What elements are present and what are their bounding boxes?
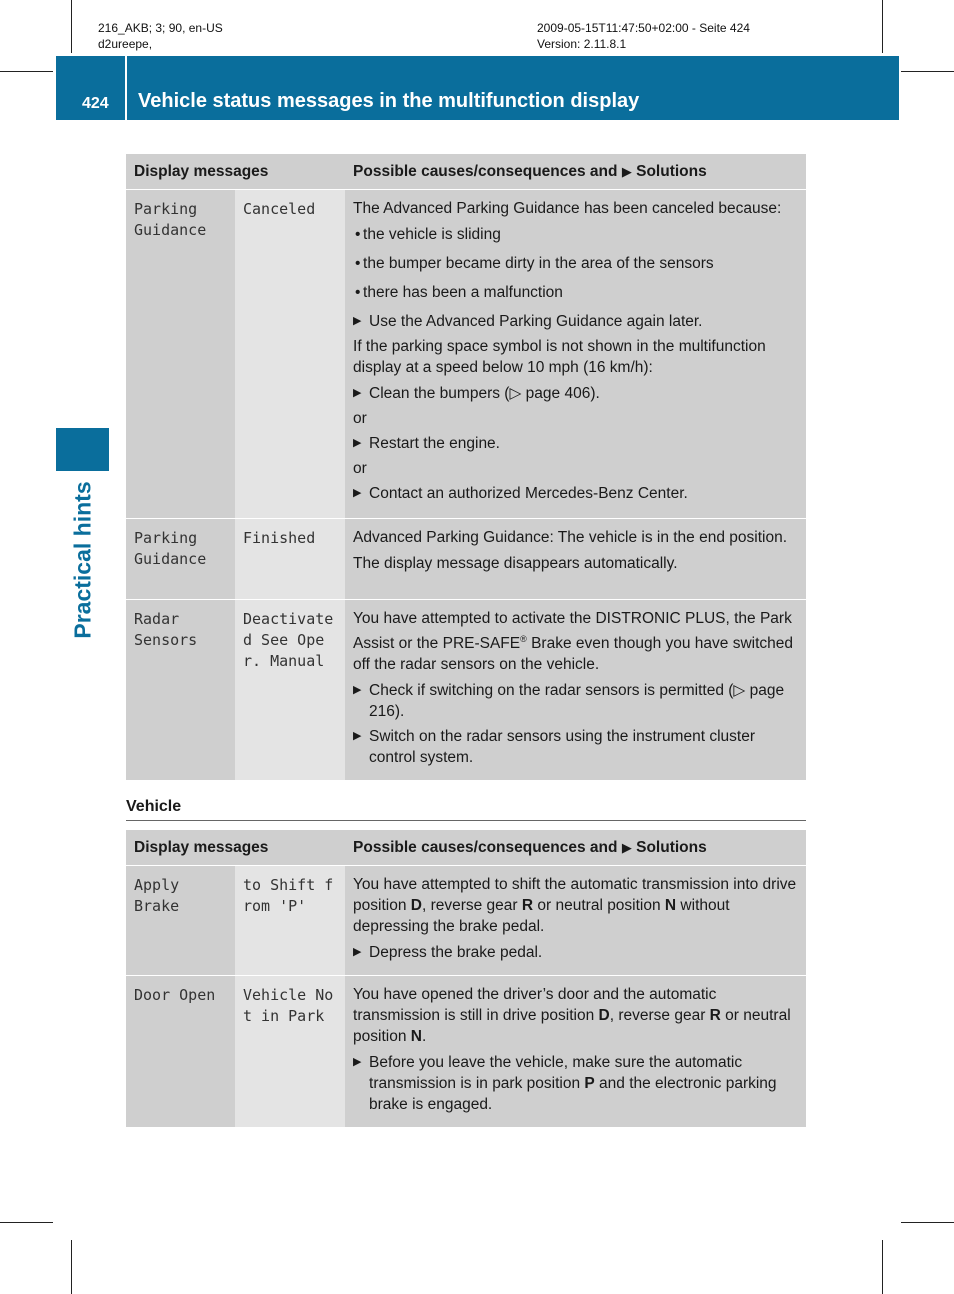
chapter-label: Practical hints bbox=[69, 481, 96, 639]
section-divider bbox=[126, 820, 806, 821]
or-text: or bbox=[353, 460, 367, 477]
cause-text-part: or neutral position bbox=[533, 897, 665, 914]
solution-step: ▶ Contact an authorized Mercedes-Benz Center. bbox=[353, 483, 800, 504]
gear-label: D bbox=[598, 1007, 610, 1024]
col-header-solutions bbox=[345, 154, 806, 190]
col-header-solutions-post: Solutions bbox=[631, 162, 707, 180]
arrow-icon: ▶ bbox=[621, 839, 632, 855]
solution-step bbox=[353, 1052, 800, 1115]
crop-mark bbox=[901, 71, 954, 72]
solution-cell bbox=[345, 519, 806, 600]
display-message-line2: Finished bbox=[235, 519, 345, 600]
crop-mark bbox=[901, 1222, 954, 1223]
crop-mark bbox=[71, 1240, 72, 1294]
solution-cell bbox=[345, 600, 806, 781]
col-header-display-messages: Display messages bbox=[126, 830, 345, 866]
display-message-line2: Canceled bbox=[235, 190, 345, 519]
table-row bbox=[126, 600, 806, 781]
table-row bbox=[126, 976, 806, 1128]
crop-mark bbox=[0, 71, 53, 72]
solution-step: ▶ Check if switching on the radar sensors is permitted (▷ page 216). bbox=[353, 680, 800, 722]
solution-step: ▶ Switch on the radar sensors using the instrument cluster control system. bbox=[353, 726, 800, 768]
crop-mark bbox=[0, 1222, 53, 1223]
crop-mark bbox=[882, 1240, 883, 1294]
cause-text bbox=[353, 984, 800, 1047]
table-row bbox=[126, 190, 806, 519]
page-number: 424 bbox=[82, 95, 109, 112]
meta-right-line1: 2009-05-15T11:47:50+02:00 - Seite 424 bbox=[537, 21, 750, 35]
print-meta-right bbox=[537, 20, 750, 52]
cause-text-part: You have attempted to shift the automatic transmission into drive position bbox=[353, 876, 797, 914]
table-header-row bbox=[126, 154, 806, 190]
cause-text-part: You have opened the driver’s door and the automatic transmission is still in drive position bbox=[353, 986, 717, 1024]
cause-text: The Advanced Parking Guidance has been canceled because: bbox=[353, 200, 782, 217]
gear-label: N bbox=[410, 1028, 422, 1045]
solution-step-part: Before you leave the vehicle, make sure the automatic transmission is in park position bbox=[369, 1054, 743, 1092]
table-row bbox=[126, 519, 806, 600]
col-header-solutions-pre: Possible causes/consequences and bbox=[353, 838, 622, 856]
col-header-solutions-pre: Possible causes/consequences and bbox=[353, 162, 622, 180]
print-meta-left bbox=[98, 20, 223, 52]
solution-step: ▶ Restart the engine. bbox=[353, 433, 800, 454]
cause-text: Advanced Parking Guidance: The vehicle is in the end position. bbox=[353, 529, 788, 546]
page-title: Vehicle status messages in the multifunction display bbox=[138, 90, 640, 112]
display-message-line1: Radar Sensors bbox=[126, 600, 235, 781]
col-header-display-messages: Display messages bbox=[126, 154, 345, 190]
solution-step-part: and the electronic parking brake is engaged. bbox=[369, 1075, 777, 1113]
table-row bbox=[126, 866, 806, 976]
solution-cell bbox=[345, 190, 806, 519]
display-message-line2: Vehicle Not in Park bbox=[235, 976, 345, 1128]
solution-step: ▶ Depress the brake pedal. bbox=[353, 942, 800, 963]
gear-label: R bbox=[709, 1007, 721, 1024]
gear-label: N bbox=[664, 897, 677, 914]
cause-bullet: • the bumper became dirty in the area of the sensors bbox=[353, 253, 800, 274]
cause-text: The display message disappears automatically. bbox=[353, 555, 678, 572]
arrow-icon: ▶ bbox=[621, 163, 632, 179]
cause-text-part: or neutral position bbox=[353, 1007, 791, 1045]
cause-text-part: Brake even though you have switched off the radar sensors on the vehicle. bbox=[353, 635, 794, 674]
solution-step: ▶ Use the Advanced Parking Guidance again later. bbox=[353, 311, 800, 332]
cause-text-part: without depressing the brake pedal. bbox=[353, 897, 730, 935]
registered-mark: ® bbox=[520, 634, 527, 644]
cause-text bbox=[353, 608, 800, 675]
gear-label: P bbox=[584, 1075, 595, 1092]
display-message-line1: Door Open bbox=[126, 976, 235, 1128]
gear-label: D bbox=[410, 897, 422, 914]
table-header-row bbox=[126, 830, 806, 866]
solution-cell bbox=[345, 976, 806, 1128]
vehicle-messages-table bbox=[126, 830, 806, 1127]
header-divider bbox=[125, 56, 127, 120]
cause-text-part: You have attempted to activate the DISTRONIC PLUS, the Park Assist or the PRE-SAFE bbox=[353, 610, 792, 653]
display-message-line1: Apply Brake bbox=[126, 866, 235, 976]
display-message-line1: Parking Guidance bbox=[126, 519, 235, 600]
cause-text-part: . bbox=[421, 1028, 427, 1045]
crop-mark bbox=[882, 0, 883, 53]
crop-mark bbox=[71, 0, 72, 53]
meta-left-line1: 216_AKB; 3; 90, en-US bbox=[98, 21, 223, 35]
display-message-line2: Deactivated See Oper. Manual bbox=[235, 600, 345, 781]
meta-right-line2: Version: 2.11.8.1 bbox=[537, 37, 627, 51]
solution-cell bbox=[345, 866, 806, 976]
display-message-line1: Parking Guidance bbox=[126, 190, 235, 519]
side-tab-marker bbox=[56, 428, 109, 471]
cause-bullet: • there has been a malfunction bbox=[353, 282, 800, 303]
col-header-solutions-post: Solutions bbox=[631, 838, 707, 856]
display-message-line2: to Shift from 'P' bbox=[235, 866, 345, 976]
solution-step: ▶ Clean the bumpers (▷ page 406). bbox=[353, 383, 800, 404]
cause-text: If the parking space symbol is not shown in the multifunction display at a speed below 10 mph (16 km/h): bbox=[353, 338, 766, 376]
cause-text-part: , reverse gear bbox=[609, 1007, 710, 1024]
or-text: or bbox=[353, 410, 367, 427]
status-messages-table bbox=[126, 154, 806, 780]
cause-text-part: , reverse gear bbox=[421, 897, 522, 914]
gear-label: R bbox=[521, 897, 534, 914]
section-title: Vehicle bbox=[126, 798, 182, 815]
col-header-solutions bbox=[345, 830, 806, 866]
cause-text bbox=[353, 874, 800, 937]
meta-left-line2: d2ureepe, bbox=[98, 37, 153, 51]
cause-bullet: • the vehicle is sliding bbox=[353, 224, 800, 245]
